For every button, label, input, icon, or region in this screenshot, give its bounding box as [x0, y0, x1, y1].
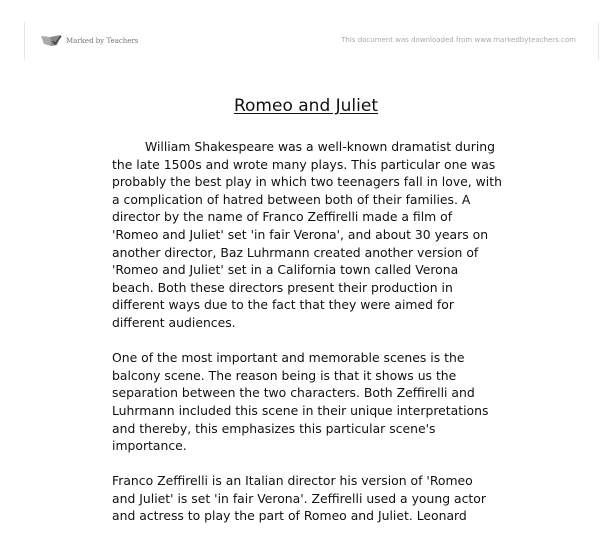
text-line: director by the name of Franco Zeffirelli made a film of: [112, 209, 453, 225]
text-line: a complication of hatred between both of their families. A: [112, 191, 471, 207]
text-line: another director, Baz Luhrmann created another version of: [112, 244, 479, 260]
text-line: different audiences.: [112, 314, 236, 330]
text-line: the late 1500s and wrote many plays. This particular one was: [112, 156, 496, 172]
text-line: William Shakespeare was a well-known dramatist during: [145, 139, 495, 154]
text-line: separation between the two characters. Both Zeffirelli and: [112, 385, 475, 401]
text-line: importance.: [112, 438, 187, 454]
text-line: One of the most important and memorable scenes is the: [112, 350, 465, 366]
text-line: Franco Zeffirelli is an Italian director his version of 'Romeo: [112, 473, 473, 489]
text-line: Luhrmann included this scene in their unique interpretations: [112, 402, 489, 418]
paragraph: [112, 138, 532, 332]
download-notice: This document was downloaded from www.markedbyteachers.com: [341, 36, 576, 44]
text-line: different ways due to the fact that they were aimed for: [112, 297, 454, 313]
text-line: probably the best play in which two teenagers fall in love, with: [112, 174, 502, 190]
paragraph: [112, 349, 532, 455]
page-header: [24, 22, 599, 60]
paragraph: [112, 472, 532, 525]
marked-by-teachers-logo[interactable]: [41, 34, 138, 48]
text-line: balcony scene. The reason being is that it shows us the: [112, 367, 457, 383]
text-line: and actress to play the part of Romeo and Juliet. Leonard: [112, 508, 467, 524]
logo-text: Marked by Teachers: [66, 37, 139, 45]
text-line: 'Romeo and Juliet' set 'in fair Verona', and about 30 years on: [112, 226, 489, 242]
document-body: [112, 138, 532, 543]
text-line: and thereby, this emphasizes this particular scene's: [112, 420, 436, 436]
logo-icon: [41, 34, 63, 48]
text-line: and Juliet' is set 'in fair Verona'. Zeffirelli used a young actor: [112, 490, 486, 506]
text-line: 'Romeo and Juliet' set in a California town called Verona: [112, 262, 459, 278]
document-title: Romeo and Juliet: [233, 96, 379, 116]
text-line: beach. Both these directors present their production in: [112, 279, 453, 295]
